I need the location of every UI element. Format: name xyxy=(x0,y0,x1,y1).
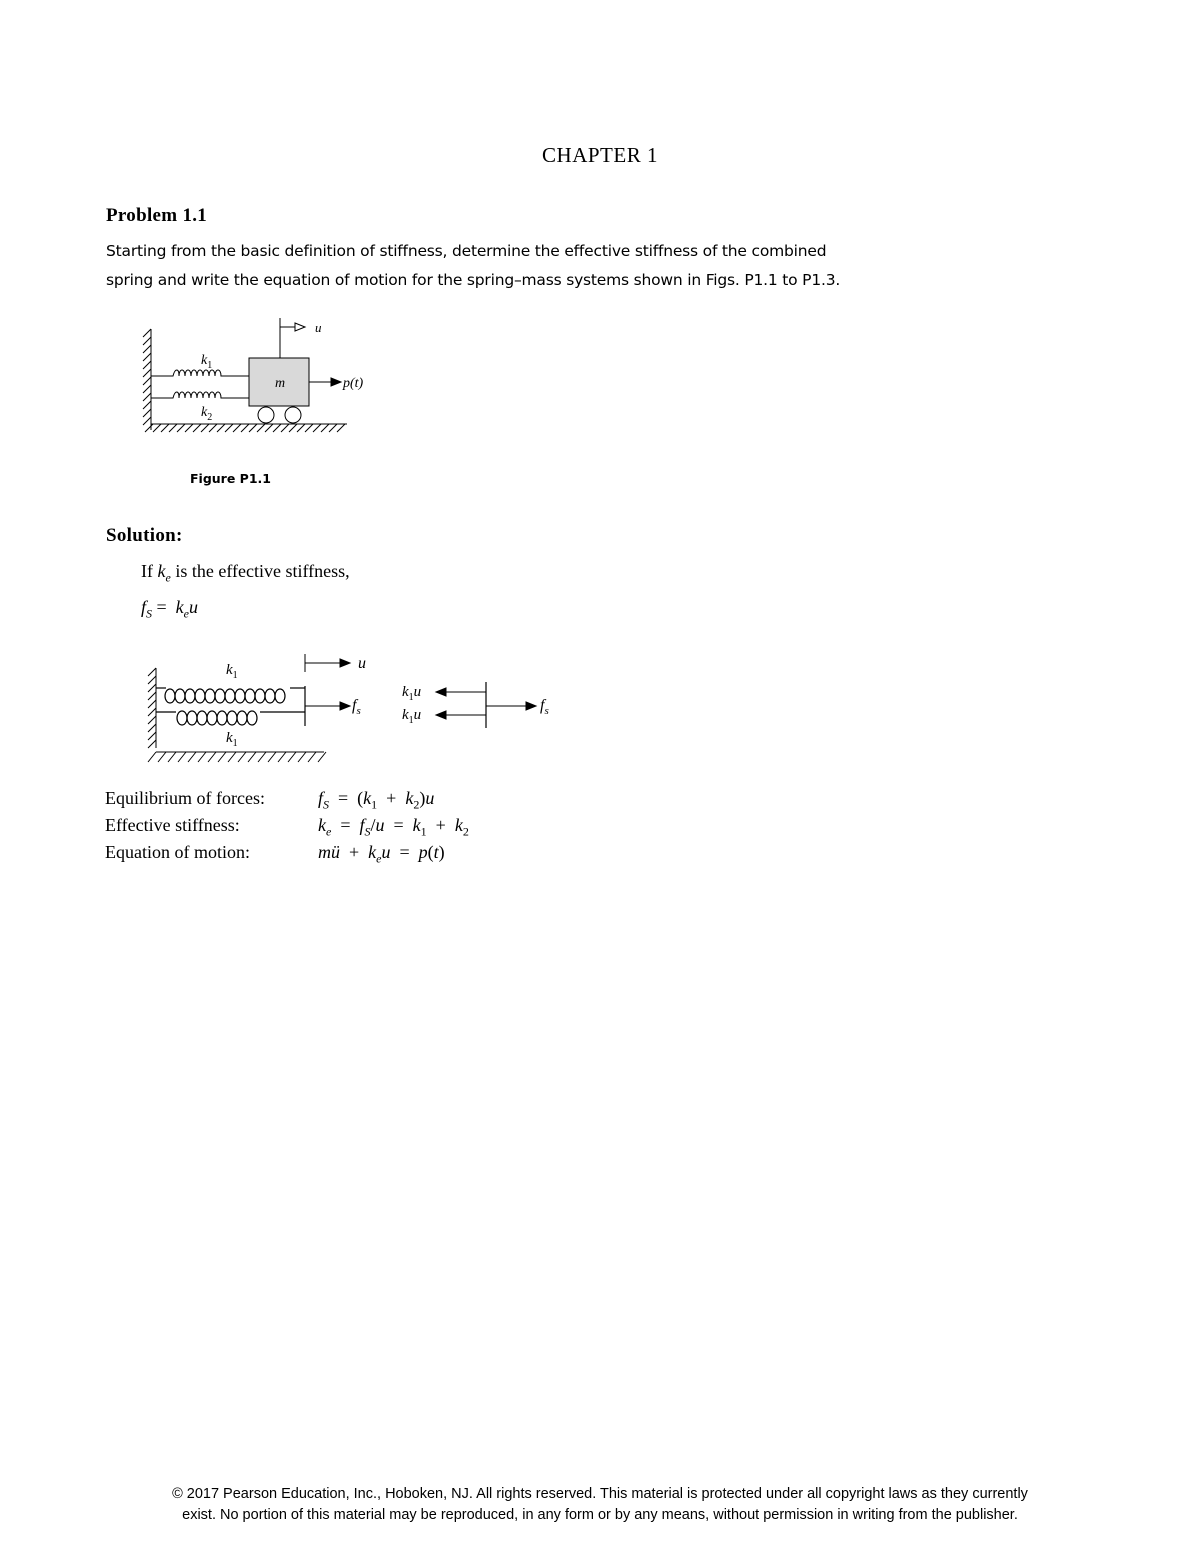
k2-label: $k_2$ xyxy=(201,405,213,423)
footer-line-1: © 2017 Pearson Education, Inc., Hoboken, NJ. All rights reserved. This material is protected under all copyright laws as they currently xyxy=(172,1486,1028,1502)
u-arrow-2 xyxy=(305,654,350,672)
force-arrow xyxy=(309,378,341,386)
equation-label-motion: Equation of motion: xyxy=(105,842,250,862)
floor-hatch xyxy=(145,424,347,432)
solution-intro: If $k_e$ is the effective stiffness, xyxy=(141,561,350,585)
fbd-fs-label: $f_s$ xyxy=(540,697,549,717)
equation-stiffness xyxy=(105,815,469,840)
fbd-force-arrow-2 xyxy=(436,711,486,719)
u-label: u xyxy=(315,320,322,335)
solution-equation: $f_S = k_eu$ xyxy=(141,597,198,621)
problem-line-2: spring and write the equation of motion for the spring–mass systems shown in Figs. P1.1 to P1.3. xyxy=(106,271,841,289)
fbd-force-arrow-1 xyxy=(436,688,486,696)
spring-bottom xyxy=(156,711,305,725)
copyright-footer xyxy=(0,1484,1200,1526)
equation-label-equilibrium: Equilibrium of forces: xyxy=(105,788,265,808)
problem-statement xyxy=(106,237,1006,295)
solution-title: Solution: xyxy=(106,525,183,546)
equation-motion-expr: mü + $k_eu = p(t)$ xyxy=(318,842,445,866)
fbd-force-label-1: $k_1u$ xyxy=(402,684,422,703)
force-label: p(t) xyxy=(343,376,364,391)
figure-springs-fbd xyxy=(140,648,580,770)
fbd-force-label-2: $k_1u$ xyxy=(402,707,422,726)
footer-line-2: exist. No portion of this material may be reproduced, in any form or by any means, without permission in writing from the publisher. xyxy=(182,1507,1018,1523)
spring-top xyxy=(156,688,305,703)
k1-label-bottom: $k_1$ xyxy=(226,730,238,749)
fs-arrow xyxy=(305,702,350,710)
displacement-arrow xyxy=(280,318,305,358)
fbd-fs-arrow xyxy=(486,702,536,710)
k1-label-top: $k_1$ xyxy=(226,662,238,681)
mass-label: m xyxy=(275,376,286,391)
u-label-2: u xyxy=(358,655,366,672)
roller-left xyxy=(258,407,274,423)
k1-label: $k_1$ xyxy=(201,353,213,371)
wall-hatch xyxy=(143,329,151,430)
equation-equilibrium xyxy=(105,788,434,813)
spring-k1 xyxy=(151,370,249,376)
figure-p1-1 xyxy=(135,312,385,442)
equation-label-stiffness: Effective stiffness: xyxy=(105,815,240,835)
chapter-title: CHAPTER 1 xyxy=(542,143,658,167)
fs-label: $f_s$ xyxy=(352,697,361,717)
floor-hatch-2 xyxy=(148,752,326,762)
wall-hatch-2 xyxy=(148,668,156,748)
problem-line-1: Starting from the basic definition of stiffness, determine the effective stiffness of the combined xyxy=(106,242,827,260)
equation-equilibrium-expr: $f_S = (k_1 + k_2)u$ xyxy=(318,788,435,812)
equation-motion xyxy=(105,842,445,867)
roller-right xyxy=(285,407,301,423)
spring-k2 xyxy=(151,392,249,398)
figure-caption: Figure P1.1 xyxy=(190,471,271,486)
problem-title: Problem 1.1 xyxy=(106,205,208,226)
equation-stiffness-expr: $k_e = f_S/u = k_1 + k_2$ xyxy=(318,815,469,839)
